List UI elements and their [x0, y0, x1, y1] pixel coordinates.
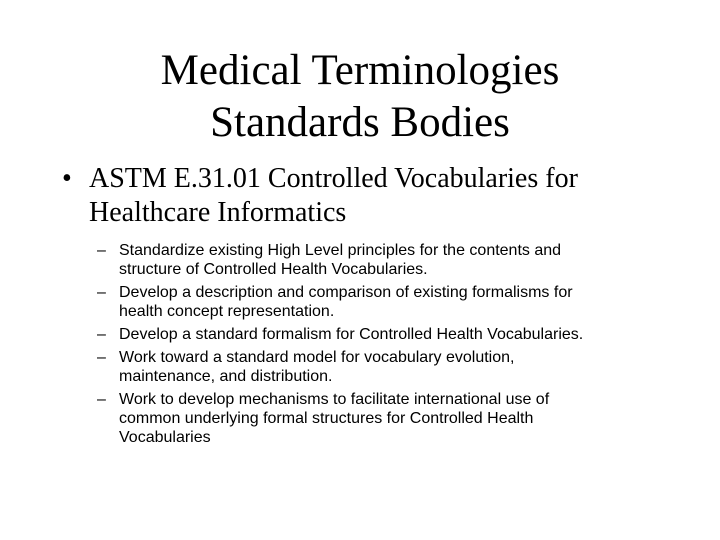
main-bullet [62, 162, 702, 230]
sub-bullet-item [97, 390, 707, 447]
sub-bullet-line: Vocabularies [119, 429, 211, 446]
dash-marker: – [97, 349, 106, 366]
dash-marker: – [97, 242, 106, 259]
sub-bullet-line: Standardize existing High Level principles for the contents and [119, 242, 562, 259]
sub-bullet-text [119, 348, 707, 386]
bullet-marker: • [62, 163, 72, 194]
sub-bullet-text [119, 390, 707, 447]
sub-bullet-item [97, 241, 707, 279]
bullet-line-1: ASTM E.31.01 Controlled Vocabularies for [89, 163, 578, 194]
sub-bullet-list [97, 241, 707, 451]
sub-bullet-line: Develop a standard formalism for Controlled Health Vocabularies. [119, 326, 584, 343]
bullet-text [89, 162, 702, 230]
sub-bullet-text [119, 241, 707, 279]
sub-bullet-line: health concept representation. [119, 303, 335, 320]
dash-marker: – [97, 326, 106, 343]
sub-bullet-line: Work toward a standard model for vocabulary evolution, [119, 349, 515, 366]
bullet-line-2: Healthcare Informatics [89, 197, 347, 228]
title-line-1: Medical Terminologies [160, 47, 560, 94]
slide-title [0, 45, 720, 149]
sub-bullet-item [97, 325, 707, 344]
dash-marker: – [97, 284, 106, 301]
title-line-2: Standards Bodies [210, 99, 510, 146]
sub-bullet-item [97, 283, 707, 321]
sub-bullet-line: Work to develop mechanisms to facilitate international use of [119, 391, 550, 408]
sub-bullet-text [119, 325, 707, 344]
sub-bullet-line: common underlying formal structures for Controlled Health [119, 410, 534, 427]
sub-bullet-text [119, 283, 707, 321]
sub-bullet-line: Develop a description and comparison of existing formalisms for [119, 284, 573, 301]
sub-bullet-line: maintenance, and distribution. [119, 368, 333, 385]
sub-bullet-line: structure of Controlled Health Vocabularies. [119, 261, 428, 278]
dash-marker: – [97, 391, 106, 408]
sub-bullet-item [97, 348, 707, 386]
